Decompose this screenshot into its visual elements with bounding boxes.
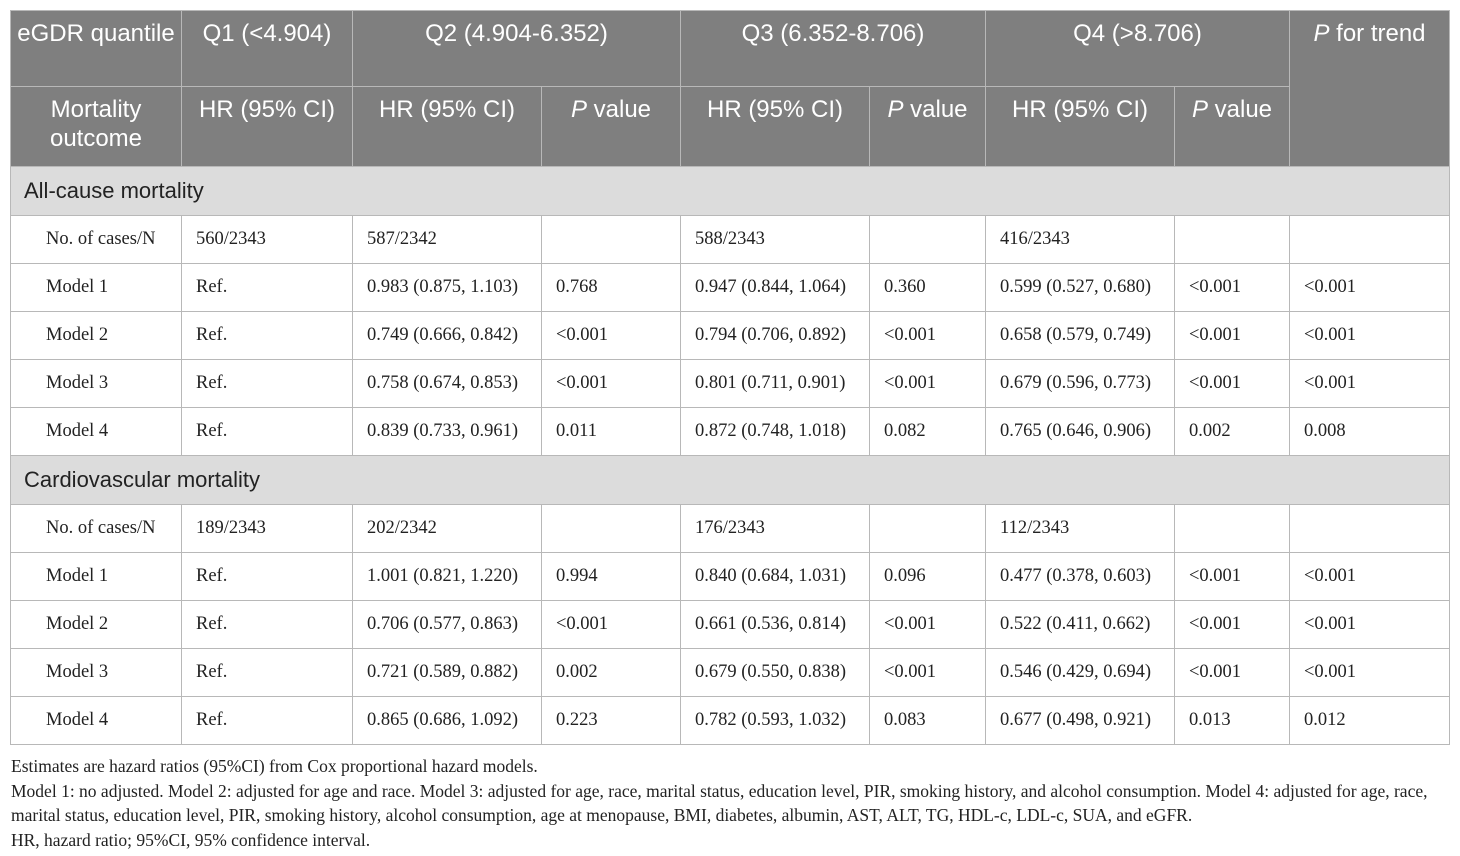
cell-q1-hr: 189/2343 (182, 505, 353, 553)
header-p-for-trend-p: P (1313, 20, 1330, 47)
cell-q2-hr: 202/2342 (353, 505, 542, 553)
cell-q1-hr: Ref. (182, 408, 353, 456)
cell-p-trend (1290, 216, 1450, 264)
cell-p-trend: 0.008 (1290, 408, 1450, 456)
cell-q4-hr: 112/2343 (986, 505, 1175, 553)
cell-p-trend: <0.001 (1290, 553, 1450, 601)
cell-row-label: Model 2 (11, 312, 182, 360)
cell-q4-hr: 0.679 (0.596, 0.773) (986, 360, 1175, 408)
cell-q4-p: <0.001 (1175, 360, 1290, 408)
cell-p-trend: <0.001 (1290, 649, 1450, 697)
cell-row-label: Model 4 (11, 408, 182, 456)
cell-q2-hr: 0.839 (0.733, 0.961) (353, 408, 542, 456)
table-row (11, 360, 1450, 408)
cell-q4-hr: 0.677 (0.498, 0.921) (986, 697, 1175, 745)
cell-q4-p: <0.001 (1175, 601, 1290, 649)
cell-q3-p: 0.083 (870, 697, 986, 745)
header-q3: Q3 (6.352-8.706) (681, 11, 986, 87)
header-q1: Q1 (<4.904) (182, 11, 353, 87)
cell-q4-p: <0.001 (1175, 553, 1290, 601)
hazard-ratio-table (10, 10, 1450, 745)
cell-q4-p: <0.001 (1175, 649, 1290, 697)
cell-q3-hr: 176/2343 (681, 505, 870, 553)
cell-q3-hr: 0.801 (0.711, 0.901) (681, 360, 870, 408)
header-q4-hr: HR (95% CI) (986, 87, 1175, 167)
cell-q1-hr: Ref. (182, 649, 353, 697)
table-row (11, 216, 1450, 264)
cell-q3-p: 0.096 (870, 553, 986, 601)
cell-q2-p: 0.768 (542, 264, 681, 312)
cell-q3-hr: 0.782 (0.593, 1.032) (681, 697, 870, 745)
cell-q2-hr: 0.758 (0.674, 0.853) (353, 360, 542, 408)
header-mortality-outcome: Mortality outcome (11, 87, 182, 167)
cell-q2-p: <0.001 (542, 601, 681, 649)
cell-row-label: Model 2 (11, 601, 182, 649)
cell-q2-hr: 0.983 (0.875, 1.103) (353, 264, 542, 312)
cell-q3-p (870, 505, 986, 553)
header-q3-p-rest: value (903, 96, 968, 123)
table-body (11, 167, 1450, 745)
footnote-estimates: Estimates are hazard ratios (95%CI) from Cox proportional hazard models. (11, 756, 538, 776)
table-row (11, 697, 1450, 745)
cell-q3-p: 0.360 (870, 264, 986, 312)
cell-q4-p: <0.001 (1175, 312, 1290, 360)
header-row-measure (11, 87, 1450, 167)
cell-q4-hr: 0.522 (0.411, 0.662) (986, 601, 1175, 649)
cell-row-label: No. of cases/N (11, 505, 182, 553)
table-row (11, 408, 1450, 456)
cell-q2-p: 0.994 (542, 553, 681, 601)
header-q2: Q2 (4.904-6.352) (353, 11, 681, 87)
section-row (11, 456, 1450, 505)
cell-row-label: Model 3 (11, 360, 182, 408)
cell-q3-hr: 0.872 (0.748, 1.018) (681, 408, 870, 456)
cell-p-trend (1290, 505, 1450, 553)
cell-q3-p: <0.001 (870, 601, 986, 649)
cell-q2-hr: 587/2342 (353, 216, 542, 264)
cell-row-label: Model 4 (11, 697, 182, 745)
cell-q4-hr: 0.546 (0.429, 0.694) (986, 649, 1175, 697)
table-row (11, 553, 1450, 601)
cell-q4-p (1175, 505, 1290, 553)
cell-q4-p: 0.013 (1175, 697, 1290, 745)
table-row (11, 264, 1450, 312)
footnote-abbreviations: HR, hazard ratio; 95%CI, 95% confidence interval. (11, 829, 371, 850)
cell-q2-p (542, 216, 681, 264)
cell-q2-hr: 0.749 (0.666, 0.842) (353, 312, 542, 360)
header-q3-p-italic: P (887, 96, 904, 123)
section-title: Cardiovascular mortality (11, 456, 1450, 505)
header-q3-hr: HR (95% CI) (681, 87, 870, 167)
cell-q2-hr: 0.721 (0.589, 0.882) (353, 649, 542, 697)
cell-q4-hr: 0.477 (0.378, 0.603) (986, 553, 1175, 601)
cell-q4-p: 0.002 (1175, 408, 1290, 456)
header-q4-p (1175, 87, 1290, 167)
cell-row-label: Model 1 (11, 553, 182, 601)
header-q3-p (870, 87, 986, 167)
footnote-models: Model 1: no adjusted. Model 2: adjusted for age and race. Model 3: adjusted for age, race, marital status, education level, PIR, smoking history, and alcohol consumption. Model 4: adjusted for age, race, marital status, education level, PIR, smoking history, alcohol consumption, age at menopause, BMI, diabetes, albumin, AST, ALT, TG, HDL-c, LDL-c, SUA, and eGFR. (11, 780, 1428, 825)
table-header (11, 11, 1450, 167)
cell-q4-hr: 0.599 (0.527, 0.680) (986, 264, 1175, 312)
cell-q2-p: 0.011 (542, 408, 681, 456)
cell-q4-p: <0.001 (1175, 264, 1290, 312)
cell-q3-p: <0.001 (870, 312, 986, 360)
cell-q3-hr: 0.947 (0.844, 1.064) (681, 264, 870, 312)
header-q4-p-rest: value (1207, 96, 1273, 123)
cell-p-trend: <0.001 (1290, 264, 1450, 312)
header-q2-hr: HR (95% CI) (353, 87, 542, 167)
cell-p-trend: <0.001 (1290, 312, 1450, 360)
table-row (11, 649, 1450, 697)
table-row (11, 601, 1450, 649)
header-q2-p-italic: P (570, 96, 587, 123)
cell-q3-hr: 588/2343 (681, 216, 870, 264)
cell-row-label: No. of cases/N (11, 216, 182, 264)
cell-q3-hr: 0.679 (0.550, 0.838) (681, 649, 870, 697)
cell-q1-hr: Ref. (182, 360, 353, 408)
table-footnotes (11, 754, 1456, 852)
header-q4-p-italic: P (1191, 96, 1208, 123)
cell-q3-p: 0.082 (870, 408, 986, 456)
cell-q2-hr: 0.706 (0.577, 0.863) (353, 601, 542, 649)
header-p-for-trend-rest: for trend (1329, 20, 1426, 47)
cell-q1-hr: 560/2343 (182, 216, 353, 264)
cell-q2-p: 0.223 (542, 697, 681, 745)
cell-q2-p (542, 505, 681, 553)
cell-q4-hr: 416/2343 (986, 216, 1175, 264)
cell-p-trend: <0.001 (1290, 601, 1450, 649)
cell-q2-hr: 0.865 (0.686, 1.092) (353, 697, 542, 745)
cell-q4-p (1175, 216, 1290, 264)
cell-row-label: Model 3 (11, 649, 182, 697)
cell-q4-hr: 0.658 (0.579, 0.749) (986, 312, 1175, 360)
cell-q3-hr: 0.661 (0.536, 0.814) (681, 601, 870, 649)
cell-q2-p: <0.001 (542, 312, 681, 360)
header-egdr-quantile: eGDR quantile (11, 11, 182, 87)
header-q4: Q4 (>8.706) (986, 11, 1290, 87)
header-q2-p (542, 87, 681, 167)
cell-q1-hr: Ref. (182, 697, 353, 745)
table-row (11, 312, 1450, 360)
cell-p-trend: 0.012 (1290, 697, 1450, 745)
cell-row-label: Model 1 (11, 264, 182, 312)
section-title: All-cause mortality (11, 167, 1450, 216)
cell-q1-hr: Ref. (182, 553, 353, 601)
cell-q2-p: <0.001 (542, 360, 681, 408)
cell-q3-p (870, 216, 986, 264)
cell-q3-hr: 0.794 (0.706, 0.892) (681, 312, 870, 360)
header-q1-hr: HR (95% CI) (182, 87, 353, 167)
cell-q2-hr: 1.001 (0.821, 1.220) (353, 553, 542, 601)
cell-q2-p: 0.002 (542, 649, 681, 697)
cell-q1-hr: Ref. (182, 312, 353, 360)
header-p-for-trend (1290, 11, 1450, 167)
cell-q3-p: <0.001 (870, 649, 986, 697)
section-row (11, 167, 1450, 216)
header-row-quantile (11, 11, 1450, 87)
cell-q1-hr: Ref. (182, 264, 353, 312)
cell-q4-hr: 0.765 (0.646, 0.906) (986, 408, 1175, 456)
header-q2-p-rest: value (586, 96, 652, 123)
cell-q3-p: <0.001 (870, 360, 986, 408)
cell-q3-hr: 0.840 (0.684, 1.031) (681, 553, 870, 601)
cell-p-trend: <0.001 (1290, 360, 1450, 408)
table-row (11, 505, 1450, 553)
cell-q1-hr: Ref. (182, 601, 353, 649)
